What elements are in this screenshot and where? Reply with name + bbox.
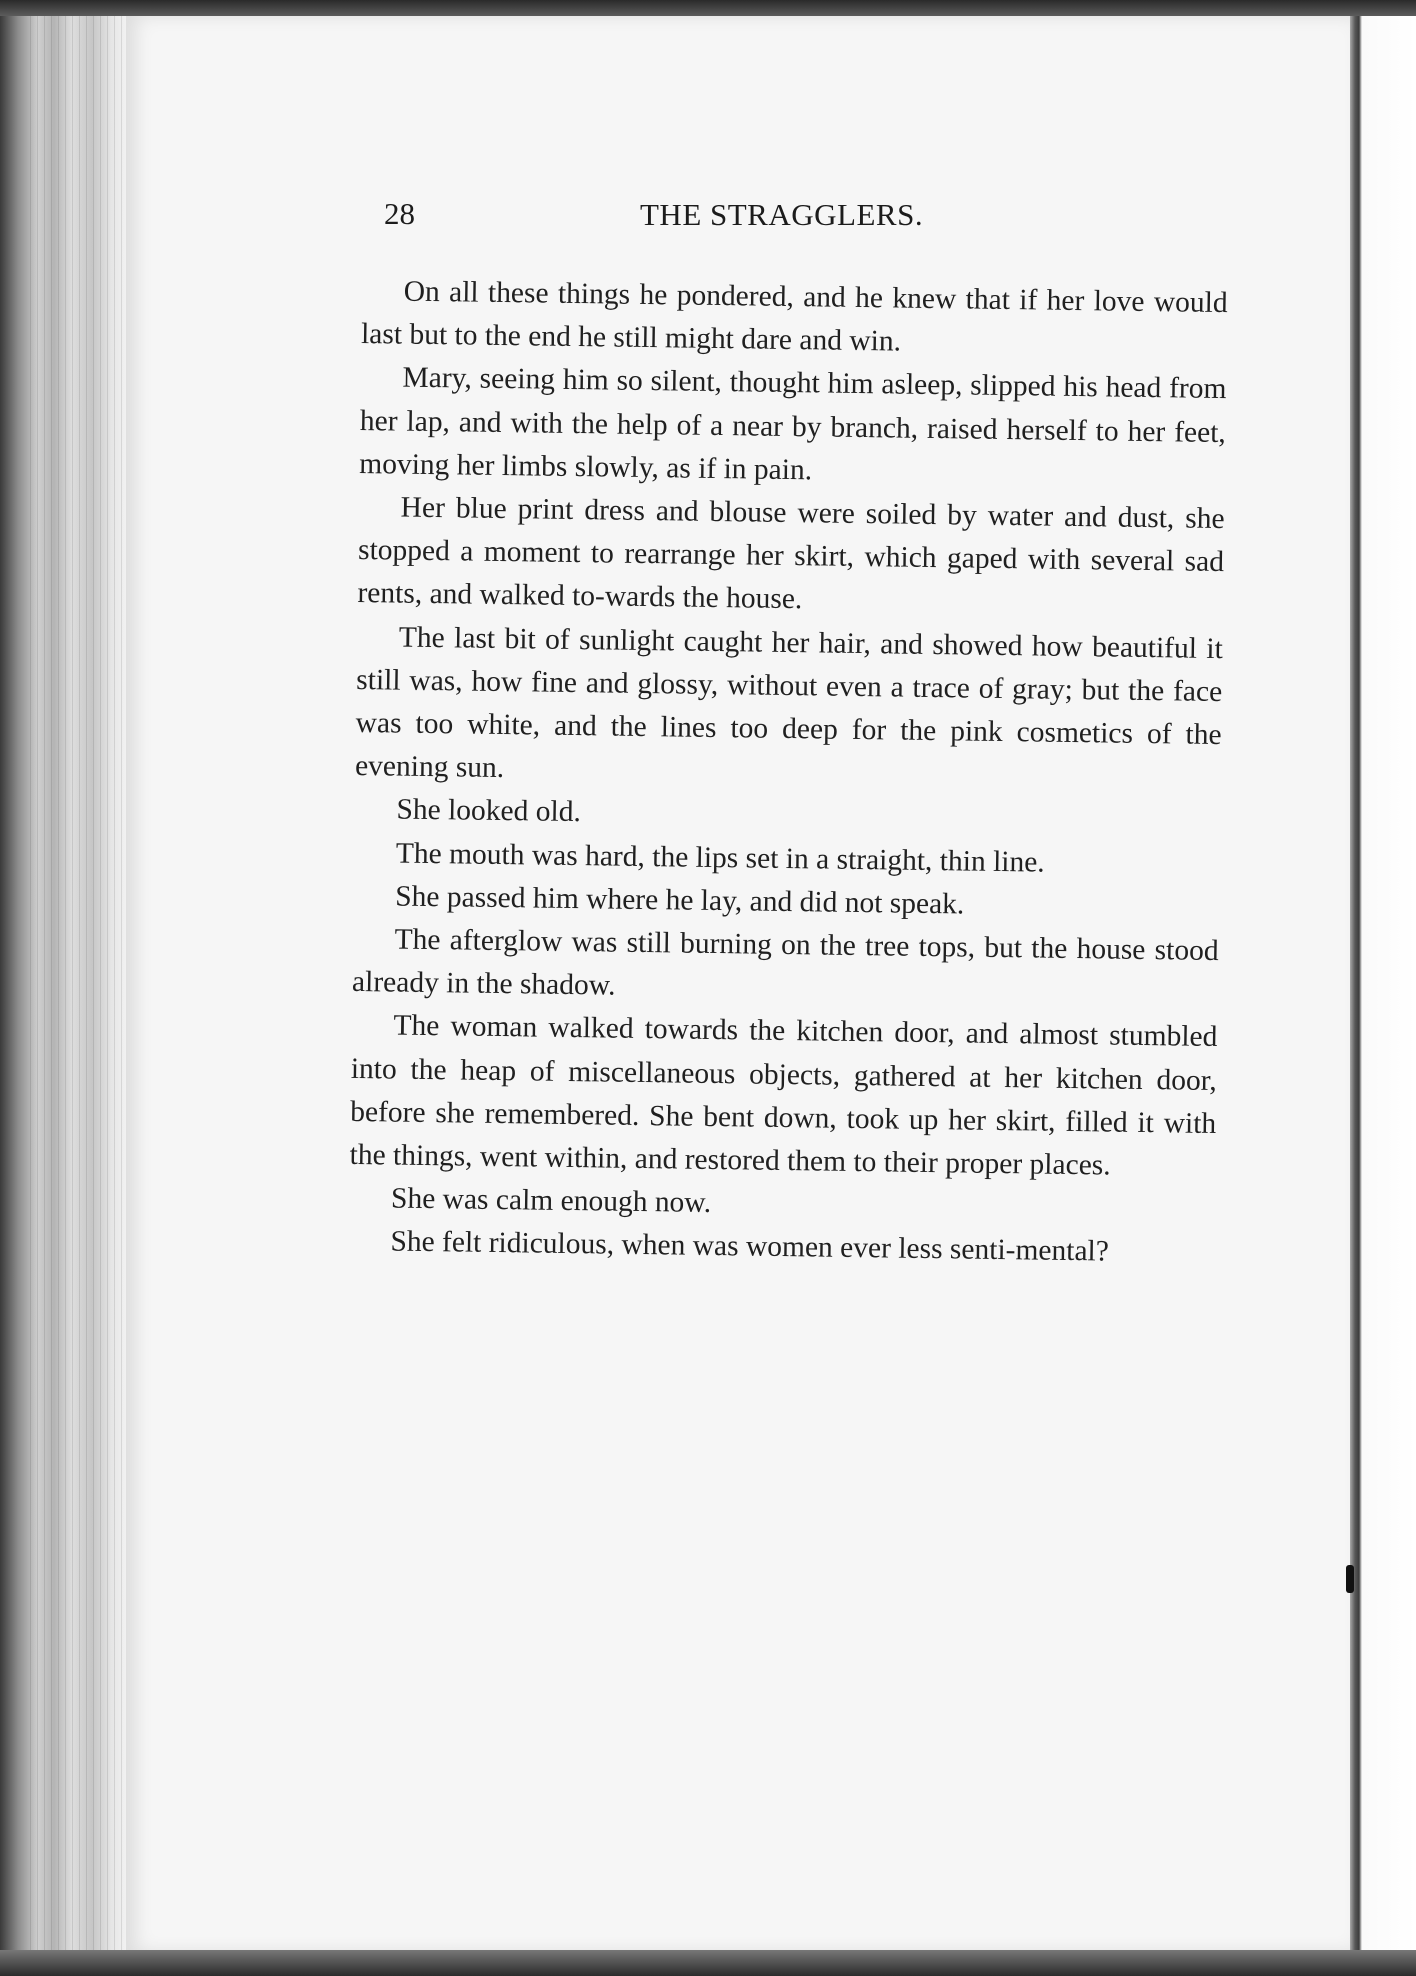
right-page-edge [1350, 0, 1416, 1976]
paragraph: She looked old. [396, 793, 582, 829]
scan-top-border [0, 0, 1416, 16]
scan-bottom-border [0, 1950, 1416, 1976]
page-edges [30, 10, 125, 1950]
paragraph: The mouth was hard, the lips set in a straight, thin line. [395, 837, 1045, 879]
paragraph: On all these things he pondered, and he knew that if her love would last but to the end he still might dare and win. [360, 275, 1228, 358]
paragraph: The last bit of sunlight caught her hair, and showed how beautiful it still was, how fine and glossy, without even a trace of gray; but the face was too white, and the lines too deep for the pink cosmetics of the evening sun. [354, 621, 1224, 785]
paragraph: She felt ridiculous, when was women ever less senti-mental? [390, 1225, 1110, 1268]
body-text [348, 270, 1228, 1276]
paragraph: She passed him where he lay, and did not speak. [395, 880, 965, 921]
page-header [384, 196, 984, 244]
paragraph: Mary, seeing him so silent, thought him asleep, slipped his head from her lap, and with the help of a near by branch, raised herself to her feet, moving her limbs slowly, as if in pain. [359, 361, 1227, 487]
running-title: THE STRAGGLERS. [640, 197, 924, 232]
paragraph: The afterglow was still burning on the tree tops, but the house stood already in the shadow. [351, 923, 1219, 1002]
paragraph: She was calm enough now. [390, 1182, 712, 1220]
page-edge-mark [1346, 1565, 1354, 1593]
paragraph: The woman walked towards the kitchen door, and almost stumbled into the heap of miscellaneous objects, gathered at her kitchen door, before she remembered. She bent down, took up her skirt, filled it with the things, went within, and restored them to their proper places. [349, 1009, 1218, 1182]
page-number: 28 [384, 196, 415, 231]
paragraph: Her blue print dress and blouse were soiled by water and dust, she stopped a moment to rearrange her skirt, which gaped with several sad rents, and walked to-wards the house. [357, 491, 1225, 616]
